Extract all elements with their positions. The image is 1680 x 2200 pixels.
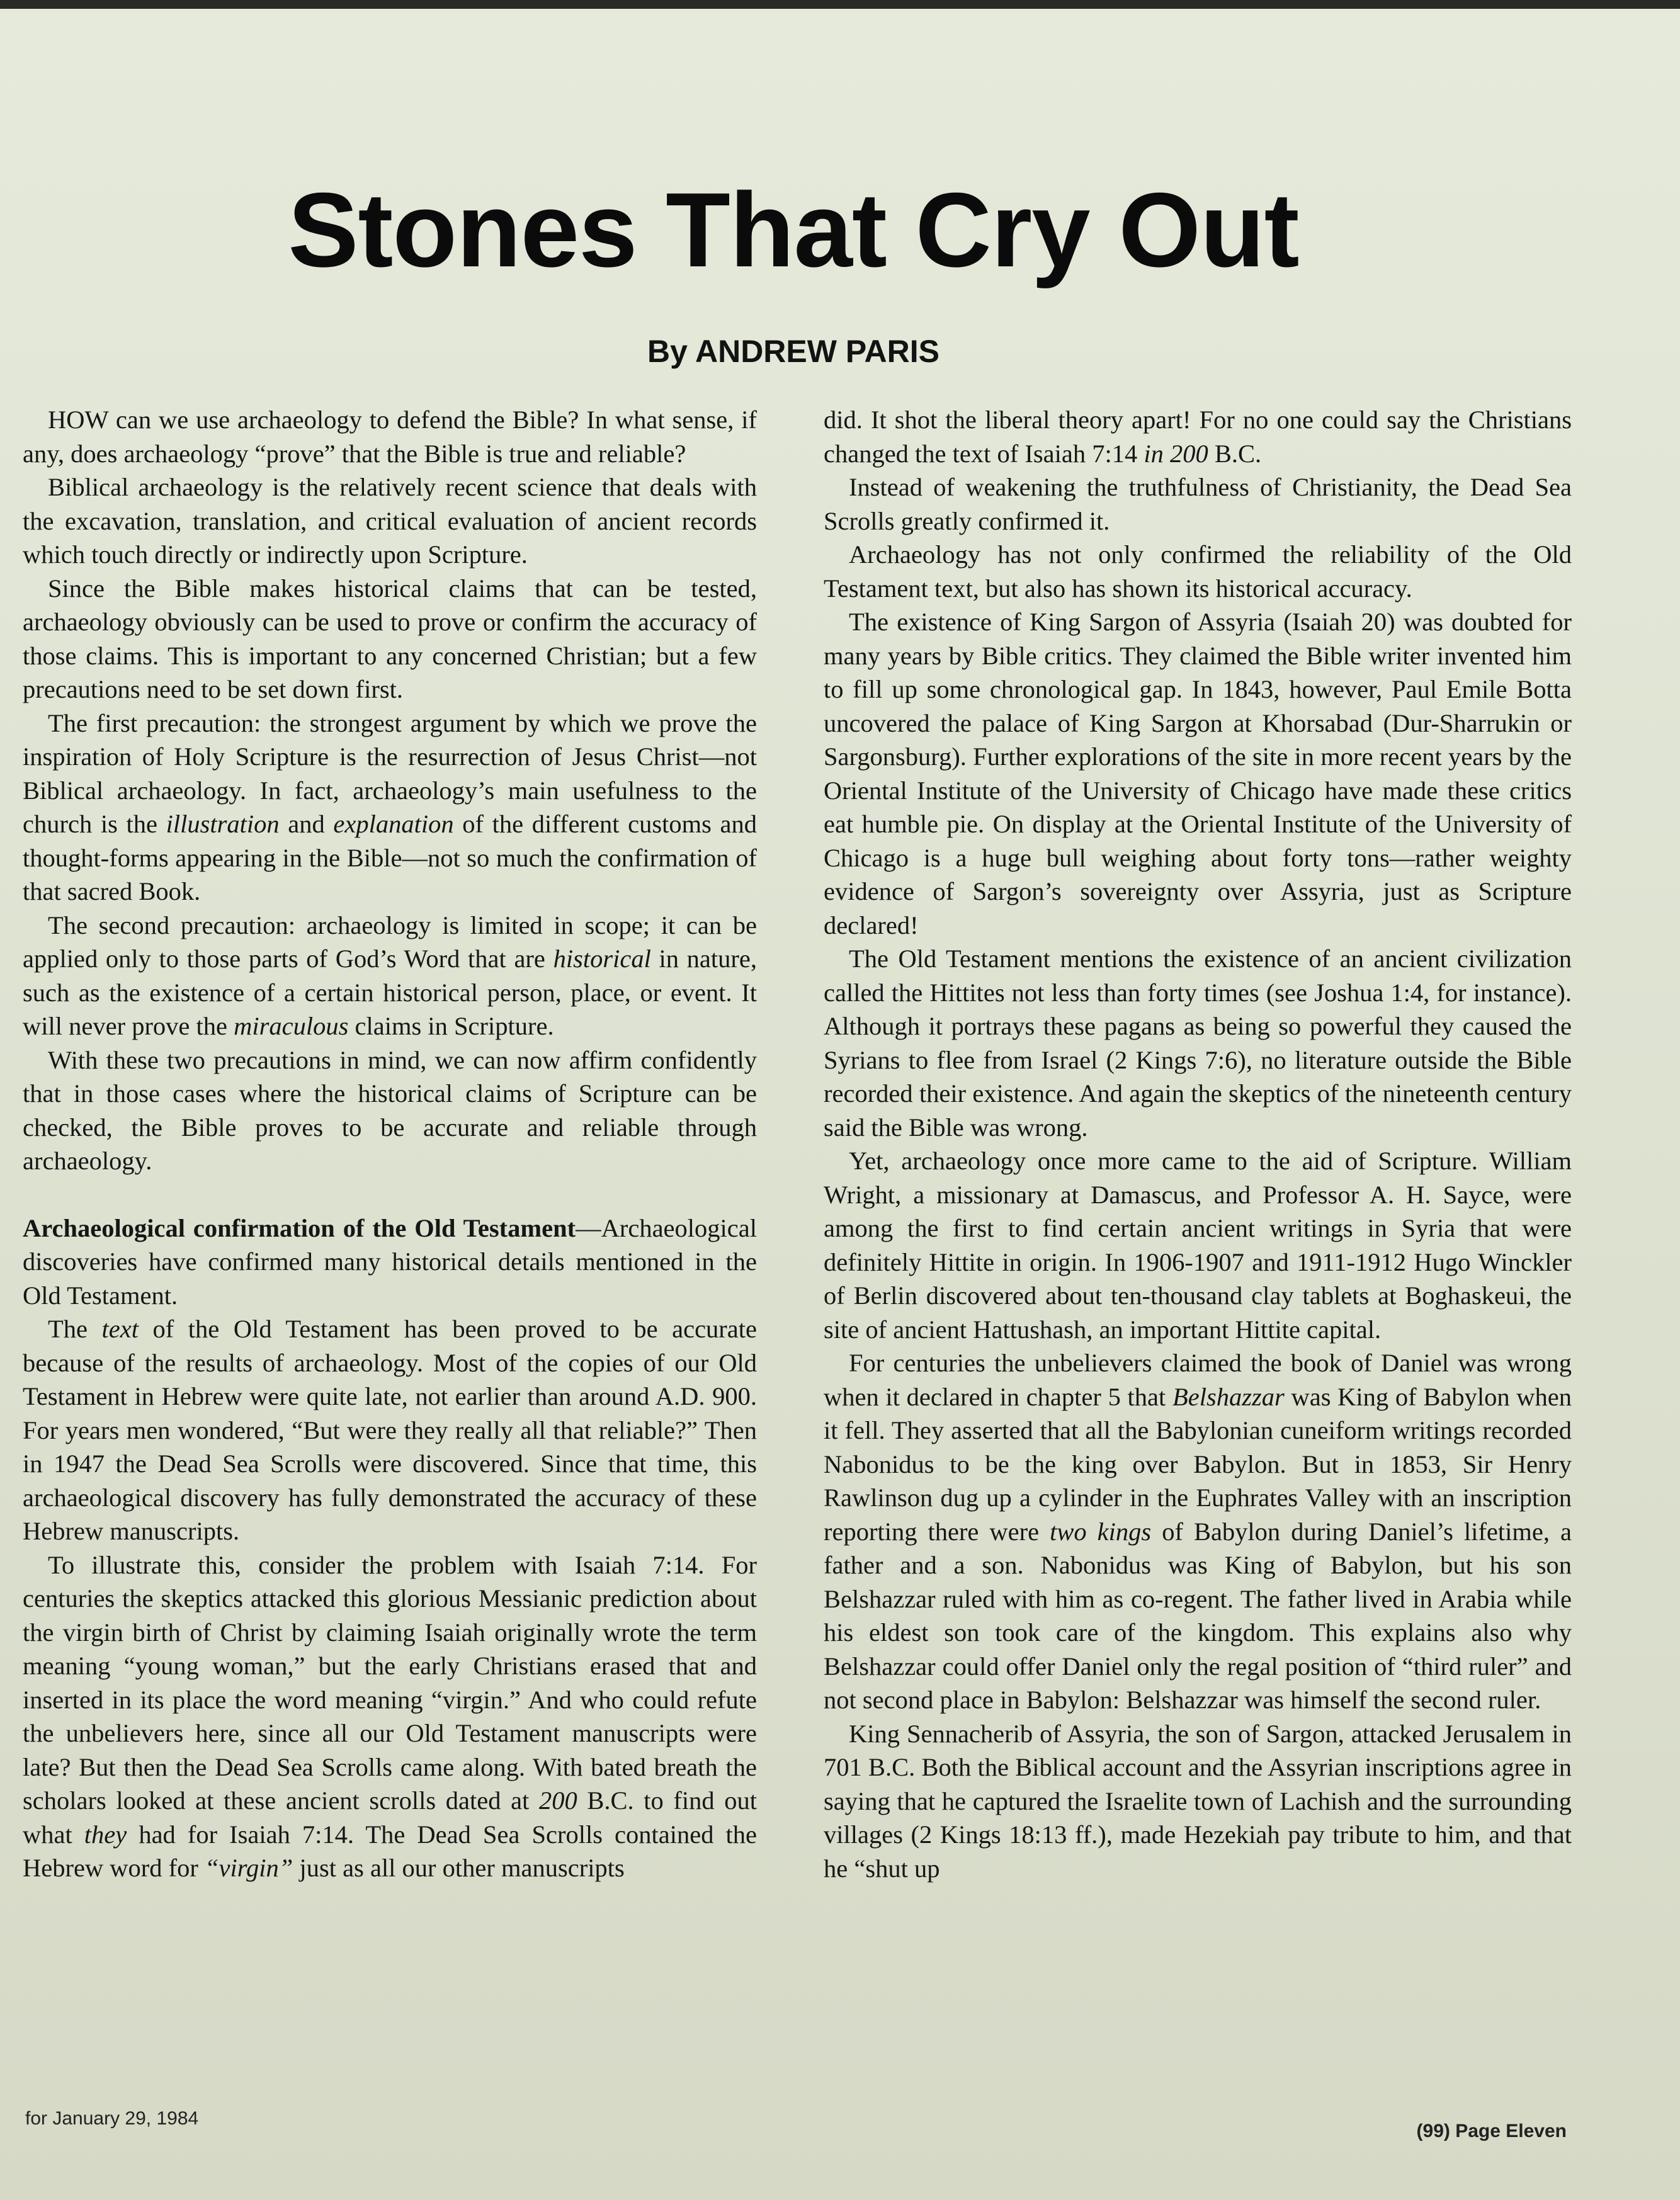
paragraph: Archaeology has not only confirmed the reliability of the Old Testament text, but also has shown its historical accuracy. bbox=[824, 540, 1572, 603]
left-column bbox=[23, 403, 757, 1885]
paragraph: King Sennacherib of Assyria, the son of Sargon, attacked Jerusalem in 701 B.C. Both the Biblical account and the Assyrian inscriptions agree in saying that he captured the Israelite town of Lachish and the surrounding villages (2 Kings 18:13 ff.), made Hezekiah pay tribute to him, and that he “shut up bbox=[824, 1719, 1572, 1883]
article-byline: By ANDREW PARIS bbox=[647, 334, 939, 369]
footer-date: for January 29, 1984 bbox=[25, 2108, 199, 2129]
paragraph: The first precaution: the strongest argument by which we prove the inspiration of Holy Scripture is the resurrection of Jesus Christ—not Biblical archaeology. In fact, archaeology’s main usefulness to the church is the illustration and explanation of the different customs and thought-forms appearing in the Bible—not so much the confirmation of that sacred Book. bbox=[23, 708, 757, 905]
paragraph: To illustrate this, consider the problem with Isaiah 7:14. For centuries the skeptics attacked this glorious Messianic prediction about the virgin birth of Christ by claiming Isaiah originally wrote the term meaning “young woman,” but the early Christians erased that and inserted in its place the word meaning “virgin.” And who could refute the unbelievers here, since all our Old Testament manuscripts were late? But then the Dead Sea Scrolls came along. With bated breath the scholars looked at these ancient scrolls dated at 200 B.C. to find out what they had for Isaiah 7:14. The Dead Sea Scrolls contained the Hebrew word for “virgin” just as all our other manuscripts bbox=[23, 1550, 757, 1882]
article-title: Stones That Cry Out bbox=[288, 171, 1299, 289]
paragraph: Since the Bible makes historical claims that can be tested, archaeology obviously can be used to prove or confirm the accuracy of those claims. This is important to any concerned Christian; but a few precautions need to be set down first. bbox=[23, 574, 757, 703]
paragraph: HOW can we use archaeology to defend the Bible? In what sense, if any, does archaeology “prove” that the Bible is true and reliable? bbox=[23, 405, 757, 468]
paragraph: The second precaution: archaeology is limited in scope; it can be applied only to those parts of God’s Word that are historical in nature, such as the existence of a certain historical person, place, or event. It will never prove the miraculous claims in Scripture. bbox=[23, 910, 757, 1040]
paragraph: The existence of King Sargon of Assyria (Isaiah 20) was doubted for many years by Bible critics. They claimed the Bible writer invented him to fill up some chronological gap. In 1843, however, Paul Emile Botta uncovered the palace of King Sargon at Khorsabad (Dur-Sharrukin or Sargonsburg). Further explorations of the site in more recent years by the Oriental Institute of the University of Chicago have made these critics eat humble pie. On display at the Oriental Institute of the University of Chicago is a huge bull weighing about forty tons—rather weighty evidence of Sargon’s sovereignty over Assyria, just as Scripture declared! bbox=[824, 608, 1572, 939]
paragraph: Yet, archaeology once more came to the aid of Scripture. William Wright, a missionary at Damascus, and Professor A. H. Sayce, were among the first to find certain ancient writings in Syria that were definitely Hittite in origin. In 1906-1907 and 1911-1912 Hugo Winckler of Berlin discovered about ten-thousand clay tablets at Boghaskeui, the site of ancient Hattushash, an important Hittite capital. bbox=[824, 1147, 1572, 1344]
paragraph: The text of the Old Testament has been proved to be accurate because of the results of archaeology. Most of the copies of our Old Testament in Hebrew were quite late, not earlier than around A.D. 900. For years men wondered, “But were they really all that reliable?” Then in 1947 the Dead Sea Scrolls were discovered. Since that time, this archaeological discovery has fully demonstrated the accuracy of these Hebrew manuscripts. bbox=[23, 1315, 757, 1545]
paragraph: With these two precautions in mind, we can now affirm confidently that in those cases where the historical claims of Scripture can be checked, the Bible proves to be accurate and reliable through archaeology. bbox=[23, 1045, 757, 1175]
paragraph: Biblical archaeology is the relatively recent science that deals with the excavation, translation, and critical evaluation of ancient records which touch directly or indirectly upon Scripture. bbox=[23, 473, 757, 569]
page-top-edge bbox=[0, 0, 1680, 9]
paragraph: Instead of weakening the truthfulness of Christianity, the Dead Sea Scrolls greatly confirmed it. bbox=[824, 473, 1572, 535]
section-subhead: Archaeological confirmation of the Old Testament bbox=[23, 1213, 576, 1242]
right-column bbox=[824, 403, 1572, 1885]
paragraph: The Old Testament mentions the existence of an ancient civilization called the Hittites not less than forty times (see Joshua 1:4, for instance). Although it portrays these pagans as being so powerful they caused the Syrians to flee from Israel (2 Kings 7:6), no literature outside the Bible recorded their existence. And again the skeptics of the nineteenth century said the Bible was wrong. bbox=[824, 944, 1572, 1142]
paragraph: did. It shot the liberal theory apart! For no one could say the Christians changed the text of Isaiah 7:14 in 200 B.C. bbox=[824, 405, 1572, 468]
section-paragraph: Archaeological confirmation of the Old Testament—Archaeological discoveries have confirmed many historical details mentioned in the Old Testament. bbox=[23, 1213, 757, 1310]
paragraph: For centuries the unbelievers claimed the book of Daniel was wrong when it declared in chapter 5 that Belshazzar was King of Babylon when it fell. They asserted that all the Babylonian cuneiform writings recorded Nabonidus to be the king over Babylon. But in 1853, Sir Henry Rawlinson dug up a cylinder in the Euphrates Valley with an inscription reporting there were two kings of Babylon during Daniel’s lifetime, a father and a son. Nabonidus was King of Babylon, but his son Belshazzar ruled with him as co-regent. The father lived in Arabia while his eldest son took care of the kingdom. This explains also why Belshazzar could offer Daniel only the regal position of “third ruler” and not second place in Babylon: Belshazzar was himself the second ruler. bbox=[824, 1349, 1572, 1714]
footer-page-number: (99) Page Eleven bbox=[1416, 2121, 1567, 2141]
